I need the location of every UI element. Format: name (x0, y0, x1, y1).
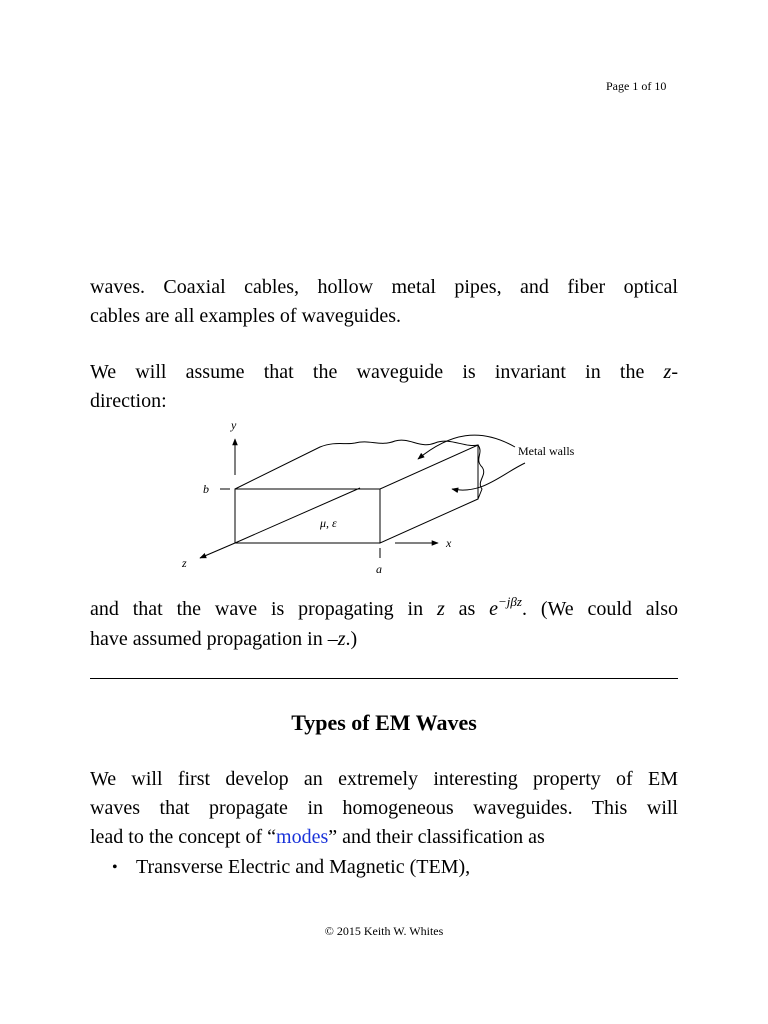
footer-copyright: © 2015 Keith W. Whites (324, 924, 444, 938)
text-line: direction: (90, 390, 167, 412)
paragraph-propagation (90, 595, 678, 654)
metal-walls-label: Metal walls (518, 444, 575, 458)
list-item (112, 853, 470, 882)
b-label: b (203, 482, 209, 496)
page-number: Page 1 of 10 (606, 79, 667, 93)
text-line: and that the wave is propagating in z as $e^{-j\beta z}$. (We could also (90, 594, 678, 620)
waveguide-diagonal (235, 488, 360, 543)
bullet-icon: • (112, 859, 118, 876)
wave-type-list (112, 853, 470, 882)
waveguide-diagram (170, 415, 610, 580)
waveguide-top-edge (235, 440, 478, 489)
a-label: a (376, 562, 382, 576)
y-axis-label: y (231, 418, 237, 432)
text-line: waves. Coaxial cables, hollow metal pipes, and fiber optical (90, 276, 678, 298)
waveguide-side-face (380, 445, 478, 543)
medium-label: μ, ε (320, 516, 337, 530)
modes-link[interactable]: modes (276, 826, 329, 848)
waveguide-front-face (235, 489, 380, 543)
section-title: Types of EM Waves (291, 710, 477, 735)
text-line: cables are all examples of waveguides. (90, 305, 401, 327)
paragraph-invariance (90, 358, 678, 416)
text-line: lead to the concept of “modes” and their classification as (90, 826, 545, 848)
z-axis-label: z (182, 556, 187, 570)
text-line: waves that propagate in homogeneous waveguides. This will (90, 797, 678, 819)
exponent: −jβz (498, 594, 522, 609)
text-line: We will assume that the waveguide is invariant in the z- (90, 361, 678, 383)
callout-arrow-top (418, 435, 515, 459)
section-divider (90, 678, 678, 679)
list-item-text: Transverse Electric and Magnetic (TEM), (136, 856, 471, 878)
text-line: have assumed propagation in –z.) (90, 628, 358, 650)
text-line: We will first develop an extremely interesting property of EM (90, 768, 678, 790)
x-axis-label: x (446, 536, 452, 550)
z-axis-line (200, 543, 235, 558)
paragraph-modes (90, 765, 678, 852)
callout-arrow-side (452, 463, 525, 490)
paragraph-waveguide-examples (90, 273, 678, 331)
exponential-base: e (489, 598, 499, 620)
waveguide-right-edge (478, 445, 484, 499)
